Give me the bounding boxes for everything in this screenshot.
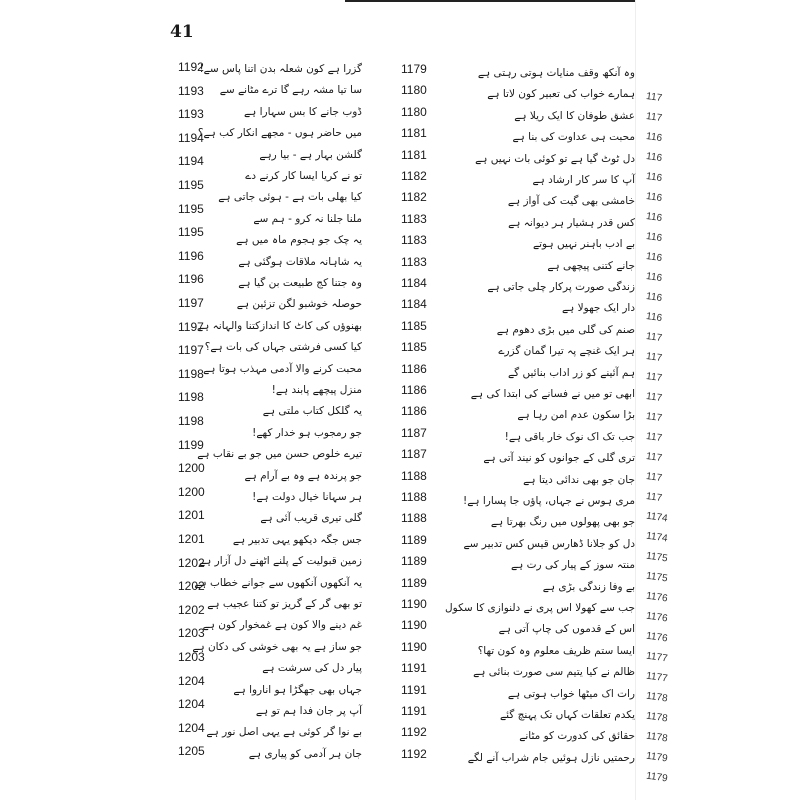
entry-text-right: جانے کتنی پیچھی ہے [547,259,635,272]
edge-cut-number: 116 [645,230,663,245]
entry-number: 1192 [401,725,427,740]
left-reference-number: 1203 [178,626,205,641]
left-reference-number: 1204 [178,720,205,735]
entry-text-right: ہم آئینے کو زر اداب بنائیں گے [508,366,635,379]
entry-text-right: ایسا ستم ظریف معلوم وہ کون تھا؟ [477,644,635,657]
entry-number: 1190 [401,639,427,654]
entry-number: 1190 [401,618,427,633]
left-reference-number: 1202 [178,602,205,617]
left-reference-number: 1199 [178,437,204,452]
entry-number: 1191 [401,682,427,697]
left-reference-number: 1192 [178,60,204,74]
edge-cut-number: 1178 [645,730,669,745]
entry-number: 1183 [401,233,427,248]
entry-number: 1186 [401,383,427,397]
edge-cut-number: 116 [645,310,663,325]
entry-text: تیرے خلوص حسن میں جو بے نقاب ہے [197,448,362,461]
edge-cut-number: 116 [645,210,663,225]
entry-text: جو ساز ہے یہ بھی خوشی کی دکان ہے [192,640,362,653]
edge-cut-number: 116 [645,290,663,305]
entry-text: سا تیا مشہ رہے گا ترے مٹانے سے [219,84,362,97]
entry-number: 1188 [401,511,427,526]
left-reference-number: 1196 [178,248,204,263]
entry-text-right: خامشی بھی گیت کی آواز ہے [507,195,635,208]
left-reference-number: 1204 [178,673,205,688]
left-reference-number: 1193 [178,83,204,98]
edge-cut-number: 117 [645,90,663,105]
entry-text-right: دل ٹوٹ گیا ہے تو کوئی بات نہیں ہے [475,152,635,165]
entry-text: جو رمجوب ہو خدار کھے! [252,426,362,439]
entry-text-right: دار ایک جھولا ہے [562,302,635,315]
edge-cut-number: 1175 [645,550,669,565]
page-fold-shadow [635,0,636,800]
edge-cut-number: 1178 [645,710,669,725]
edge-cut-number: 116 [645,170,663,185]
entry-number: 1191 [401,704,427,718]
entry-number: 1186 [401,361,427,376]
entry-text: یہ آنکھوں آنکھوں سے جوانے خطاب ہے [194,576,362,589]
edge-cut-number: 116 [645,130,663,145]
entry-number: 1189 [401,554,427,569]
entry-text: یہ شاہانہ ملاقات ہوگئی ہے [238,255,362,268]
edge-cut-number: 1174 [645,530,669,545]
entry-text-right: رات اک میٹھا خواب ہوتی ہے [507,687,635,700]
entry-number: 1180 [401,83,427,98]
entry-text-right: یکدم تعلقات کہاں تک پہنچ گئے [499,709,635,721]
entry-text: زمین قبولیت کے پلنے اٹھنے دل آزار ہے [199,555,362,568]
edge-cut-number: 117 [645,470,663,485]
edge-cut-number: 1177 [645,650,669,665]
entry-text: گلشن بہار ہے - بیا رہے [259,148,362,161]
entry-number: 1187 [401,425,427,440]
entry-text-right: وہ آنکھ وقف منایات ہوتی رہتی ہے [477,67,635,79]
entry-number: 1188 [401,490,427,504]
entry-text: جان ہر آدمی کو پیاری ہے [248,747,362,760]
entry-text: جو پرندہ ہے وہ بے آرام ہے [244,469,362,482]
entry-text: ہر سہانا خیال دولت ہے! [252,491,362,503]
left-reference-number: 1200 [178,484,205,499]
edge-cut-number: 117 [645,370,663,385]
edge-cut-number: 1176 [645,610,669,625]
edge-cut-number: 117 [645,490,663,505]
edge-cut-number: 117 [645,330,663,345]
left-reference-number: 1196 [178,272,204,287]
entry-text: میں حاضر ہوں - مجھے انکار کب ہے؟ [197,127,362,140]
entry-text: گلی تیری قریب آئی ہے [260,512,362,525]
entry-number: 1192 [401,746,427,761]
left-reference-number: 1195 [178,225,204,240]
entry-text-right: رحمتیں نازل ہوئیں جام شراب آنے لگے [467,751,635,764]
entry-text: غم دینے والا کون ہے غمخوار کون ہے [202,619,362,632]
edge-cut-number: 116 [645,150,663,165]
entry-text: جہاں بھی جھگڑا ہو اناروا ہے [233,683,362,696]
left-reference-number: 1197 [178,343,204,358]
entry-text-right: بے وفا زندگی بڑی ہے [542,580,635,593]
entry-text: ملنا جلنا نہ کرو - ہم سے [253,212,362,225]
entry-text-right: جان جو بھی ندائی دیتا ہے [523,473,635,486]
entry-text: گزرا ہے کون شعلہ بدن اتنا پاس سے! [199,63,362,75]
top-rule [345,0,635,2]
entry-text: منزل پیچھے پابند ہے! [271,384,362,396]
edge-cut-number: 1175 [645,570,669,585]
left-reference-number: 1202 [178,579,205,594]
entry-text: یہ گلکل کتاب ملتی ہے [262,405,362,418]
entry-number: 1186 [401,404,427,419]
entry-number: 1188 [401,468,427,483]
entry-text-right: بڑا سکون عدم امن رہا ہے [517,409,635,422]
entry-number: 1185 [401,340,427,355]
edge-cut-number: 1179 [645,770,669,785]
left-reference-number: 1198 [178,414,204,428]
entry-text: بے نوا گر کوئی ہے یہی اصل نور ہے [206,726,362,739]
entry-number: 1191 [401,661,427,676]
entry-text-right: جب تک اک نوک خار باقی ہے! [504,430,635,443]
entry-number: 1185 [401,318,427,333]
left-reference-number: 1195 [178,178,204,192]
entry-text: تو بھی گر کے گریز تو کتنا عجیب ہے [207,598,362,610]
edge-cut-number: 117 [645,410,663,425]
entry-text: بھنوؤں کی کاٹ کا اندازکتنا والہانہ ہے [197,319,362,332]
left-reference-number: 1200 [178,461,205,476]
entry-text-right: حقائق کی کدورت کو مٹانے [519,730,635,743]
edge-cut-number: 1176 [645,630,669,645]
entry-text: محبت کرنے والا آدمی مہذب ہوتا ہے [203,362,362,375]
entry-text-right: دل کو جلانا ڈھارس قیس کس تدبیر سے [463,537,635,550]
entry-text-right: ابھی تو میں نے فسانے کی ابتدا کی ہے [470,388,635,400]
left-reference-number: 1198 [178,366,204,381]
left-reference-number: 1201 [178,508,205,523]
entry-number: 1189 [401,532,427,547]
entry-text-right: جب سے کھولا اس پری نے دلنوازی کا سکول [445,602,635,614]
entry-text-right: محبت ہی عداوت کی بنا ہے [512,131,635,144]
entry-text: حوصلہ خوشبو لگن تزئین ہے [236,298,362,311]
left-reference-number: 1194 [178,154,204,169]
entry-text-right: مری ہوس نے جہاں، پاؤں جا پسارا ہے! [463,495,635,507]
entry-number: 1180 [401,104,427,119]
entry-number: 1181 [401,126,427,141]
left-reference-number: 1198 [178,390,204,405]
entry-text-right: صنم کی گلی میں بڑی دھوم ہے [496,323,635,336]
left-reference-number: 1201 [178,532,205,546]
entry-text: یہ چک جو ہجوم ماہ میں ہے [236,234,362,247]
entry-number: 1179 [401,62,427,76]
entry-number: 1181 [401,147,427,162]
entry-text: ڈوب جانے کا بس سہارا ہے [243,105,362,118]
entry-number: 1183 [401,254,427,269]
entry-text-right: کس قدر ہشیار ہر دیوانہ ہے [508,216,635,229]
left-reference-number: 1205 [178,744,205,759]
edge-cut-number: 116 [645,190,663,205]
edge-cut-number: 117 [645,110,663,125]
edge-cut-number: 1174 [645,510,669,525]
left-reference-number: 1197 [178,319,204,334]
edge-cut-number: 1179 [645,750,669,765]
entry-text: آپ پر جان فدا ہم تو ہے [255,705,362,717]
page-number: 41 [170,22,194,42]
entry-number: 1187 [401,447,427,462]
entry-text-right: منتہ سوز کے پیار کی رت ہے [511,559,635,572]
left-reference-number: 1193 [178,107,204,122]
left-reference-number: 1204 [178,697,205,712]
entry-number: 1184 [401,297,427,312]
entry-number: 1190 [401,597,427,611]
entry-number: 1182 [401,169,427,183]
entry-text-right: ظالم نے کیا یتیم سی صورت بنائی ہے [473,666,635,679]
entry-text-right: بے ادب باہنر نہیں ہوتے [532,238,635,251]
entry-text-right: تری گلی کے جوانوں کو نیند آتی ہے [483,452,635,465]
entry-text: کیا بھلی بات ہے - ہوئی جاتی ہے [218,191,362,204]
left-reference-number: 1194 [178,130,204,145]
entry-text-right: ہمارے خواب کی تعبیر کون لاتا ہے [487,88,635,101]
edge-cut-number: 117 [645,450,663,465]
entry-text: تو نے کریا ایسا کار کرنے دے [245,170,362,182]
entry-text-right: عشق طوفان کا ایک ریلا ہے [514,109,635,122]
entry-text-right: آپ کا سر کار ارشاد ہے [532,174,635,186]
entry-text-right: اس کے قدموں کی چاپ آتی ہے [498,623,635,636]
edge-cut-number: 117 [645,390,663,405]
entry-text-right: ہر ایک غنچے پہ تیرا گمان گزرے [498,345,635,358]
entry-text-right: زندگی صورت پرکار چلی جاتی ہے [487,281,635,293]
left-reference-number: 1197 [178,296,204,310]
edge-cut-number: 117 [645,430,663,445]
entry-number: 1182 [401,190,427,205]
entry-text: کیا کسی فرشتی جہاں کی بات ہے؟ [204,341,362,354]
edge-cut-number: 1176 [645,590,669,605]
edge-cut-number: 1177 [645,670,669,685]
edge-cut-number: 117 [645,350,663,365]
edge-cut-number: 116 [645,270,663,285]
entry-text: وہ جتنا کج طبیعت بن گیا ہے [238,277,362,289]
left-reference-number: 1195 [178,201,204,216]
entry-number: 1184 [401,276,427,290]
entry-number: 1189 [401,575,427,590]
left-reference-number: 1202 [178,555,205,570]
edge-cut-number: 116 [645,250,663,265]
entry-number: 1183 [401,211,427,226]
edge-cut-number: 1178 [645,690,669,705]
entry-text: پیار دل کی سرشت ہے [262,662,362,675]
entry-text-right: جو بھی پھولوں میں رنگ بھرتا ہے [490,516,635,529]
entry-text: جس جگہ دیکھو یہی تدبیر ہے [232,533,362,546]
left-reference-number: 1203 [178,650,205,664]
